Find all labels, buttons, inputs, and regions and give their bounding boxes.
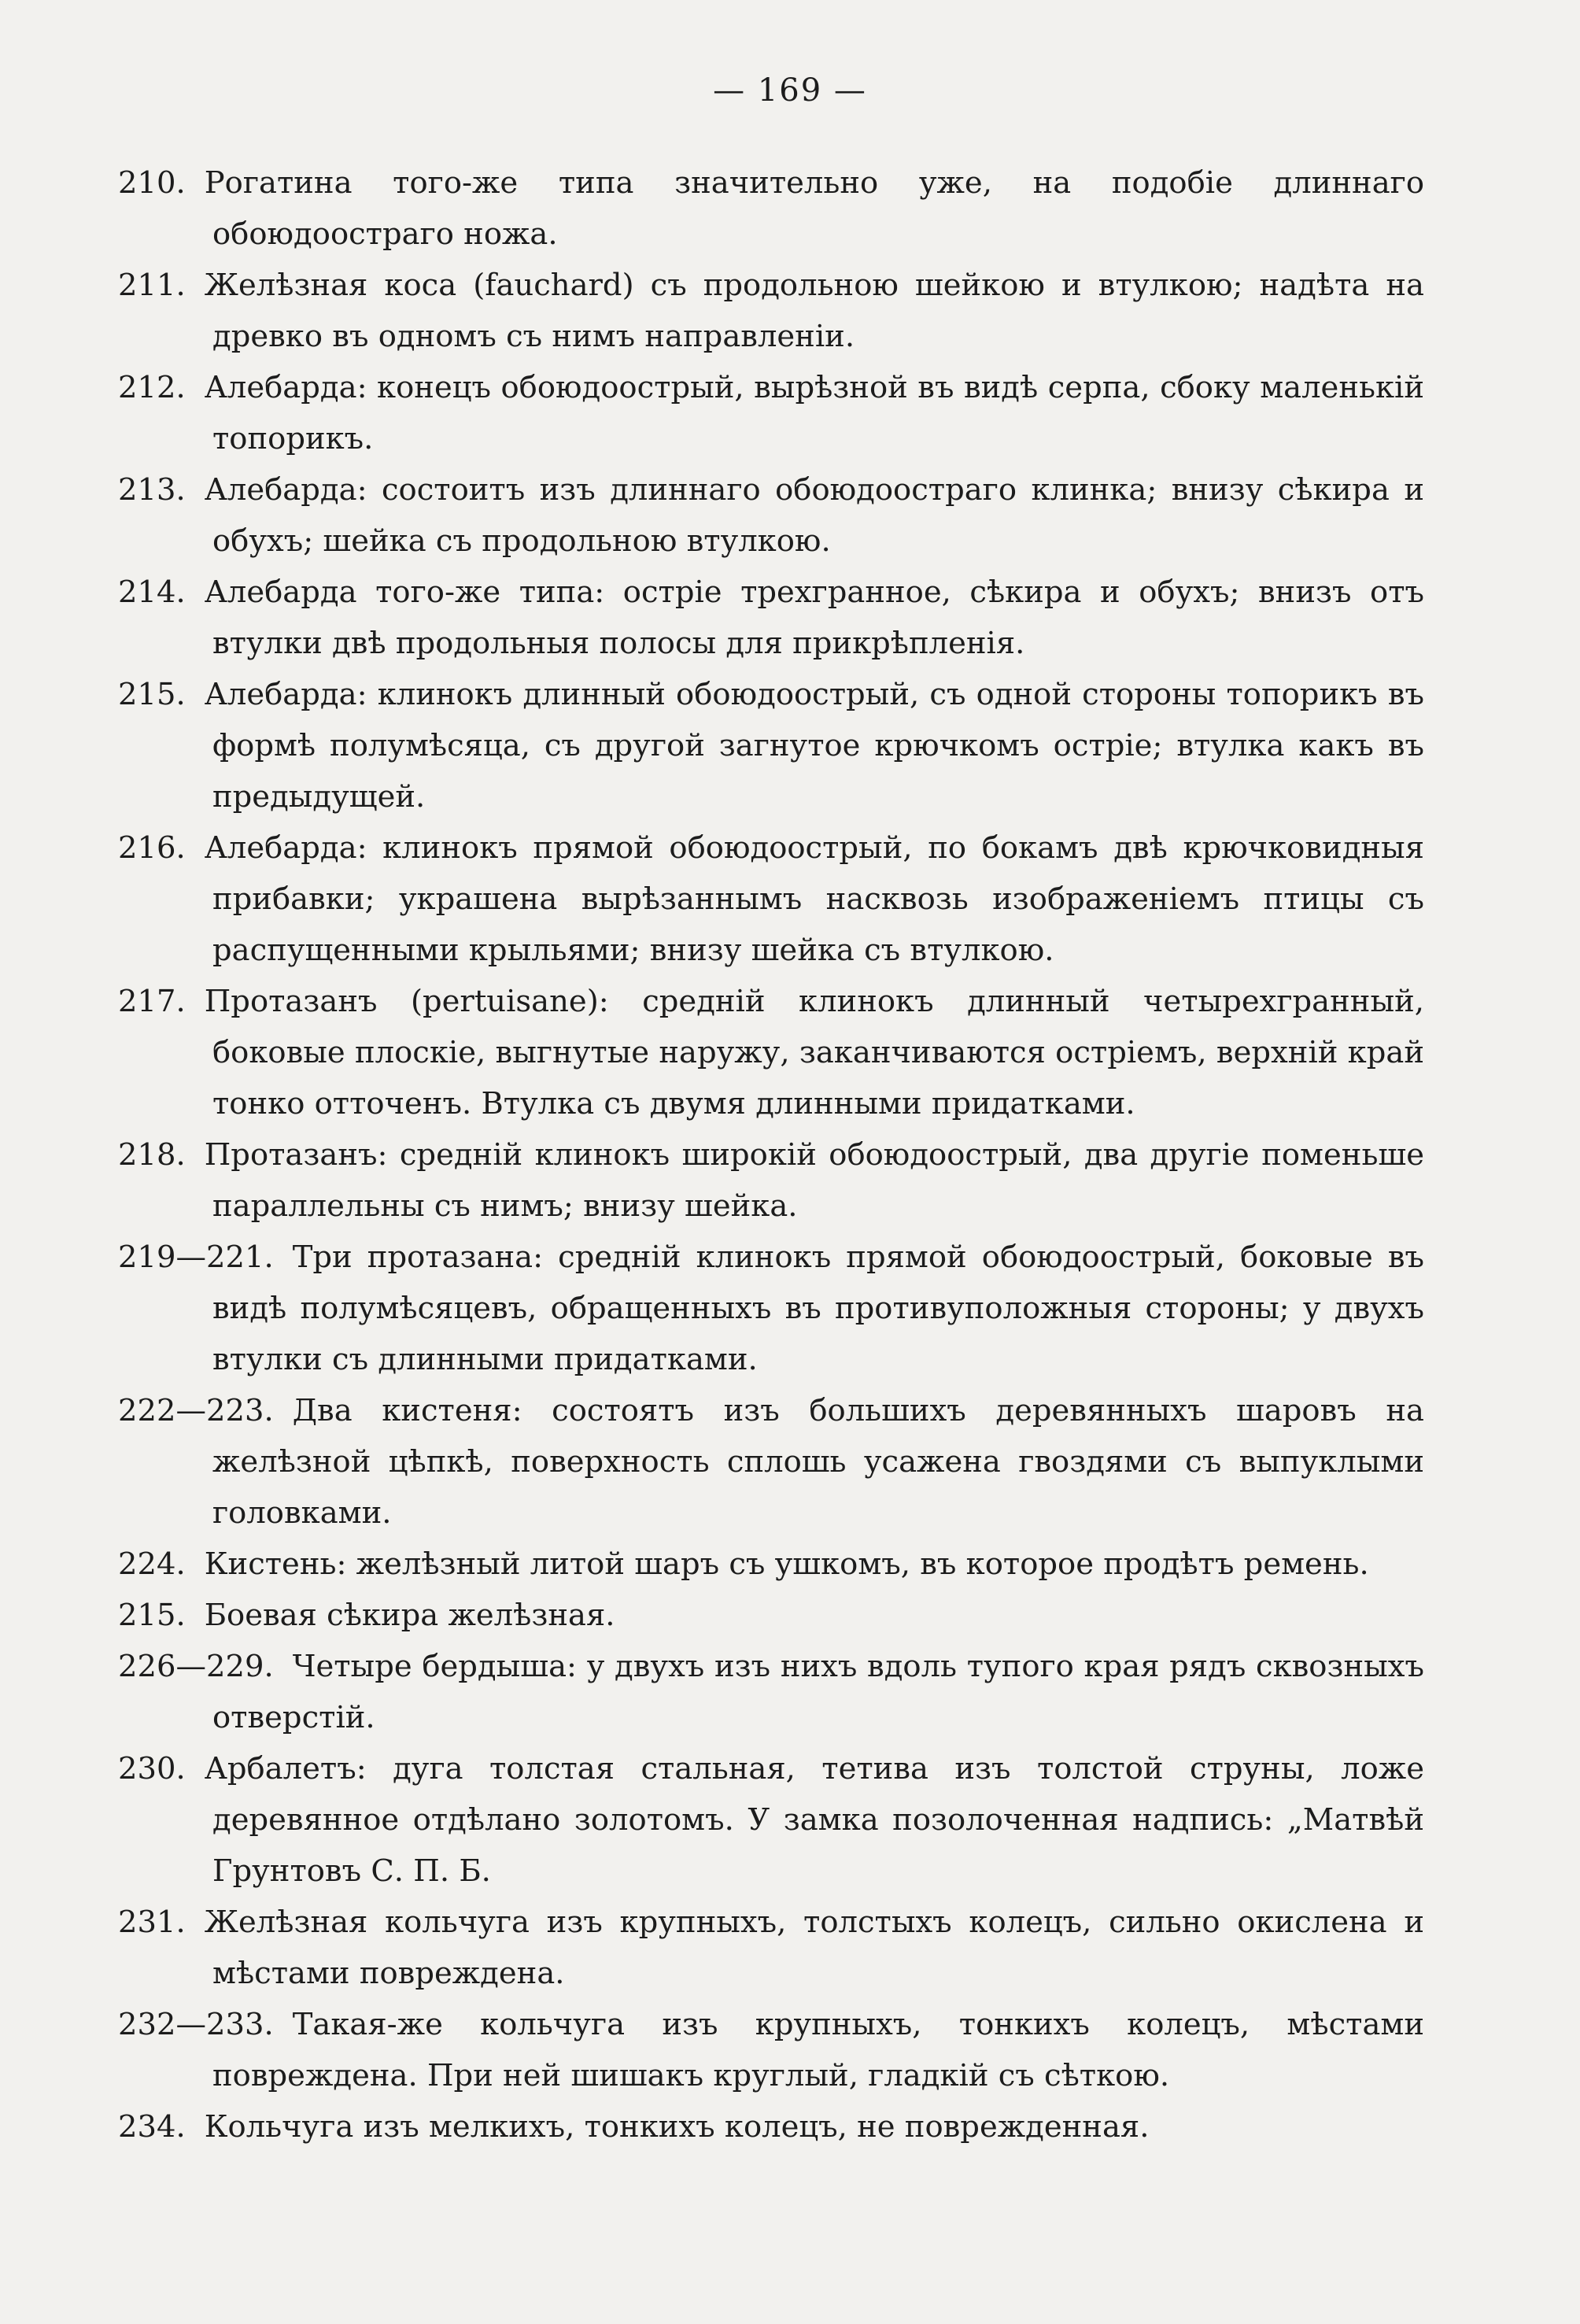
entry-text: Боевая сѣкира желѣзная.	[204, 1598, 615, 1633]
entry-text: Протазанъ: средній клинокъ широкій обоюдоострый, два другіе поменьше параллельны съ нимъ; внизу шейка.	[204, 1137, 1424, 1224]
list-item	[118, 1385, 1424, 1539]
entry-number: 211.	[118, 268, 186, 303]
list-item	[118, 464, 1424, 567]
entry-number: 217.	[118, 984, 186, 1019]
entry-number: 216.	[118, 830, 186, 866]
list-item	[118, 157, 1424, 260]
entry-text: Желѣзная коса (fauchard) съ продольною шейкою и втулкою; надѣта на древко въ одномъ съ нимъ направленіи.	[204, 268, 1424, 354]
list-item	[118, 260, 1424, 362]
entry-number: 218.	[118, 1137, 186, 1173]
entry-number: 232—233.	[118, 2007, 274, 2042]
entry-text: Алебарда: клинокъ прямой обоюдоострый, по бокамъ двѣ крючковидныя прибавки; украшена вырѣзаннымъ насквозь изображеніемъ птицы съ распущенными крыльями; внизу шейка съ втулкою.	[204, 830, 1424, 968]
entry-number: 219—221.	[118, 1240, 274, 1275]
entry-number: 224.	[118, 1546, 186, 1582]
entry-text: Кистень: желѣзный литой шаръ съ ушкомъ, въ которое продѣтъ ремень.	[204, 1546, 1369, 1582]
entry-text: Алебарда того-же типа: остріе трехгранное, сѣкира и обухъ; внизъ отъ втулки двѣ продольныя полосы для прикрѣпленія.	[204, 575, 1424, 661]
entry-number: 212.	[118, 370, 186, 405]
entry-text: Арбалетъ: дуга толстая стальная, тетива изъ толстой струны, ложе деревянное отдѣлано золотомъ. У замка позолоченная надпись: „Матвѣй Грунтовъ С. П. Б.	[204, 1751, 1424, 1889]
list-item	[118, 2101, 1424, 2152]
entry-number: 230.	[118, 1751, 186, 1786]
list-item	[118, 1590, 1424, 1641]
entry-number: 210.	[118, 165, 186, 201]
list-item	[118, 1897, 1424, 1999]
list-item	[118, 1743, 1424, 1897]
entry-number: 215.	[118, 1598, 186, 1633]
entry-number: 222—223.	[118, 1393, 274, 1428]
list-item	[118, 1232, 1424, 1385]
entry-text: Кольчуга изъ мелкихъ, тонкихъ колецъ, не поврежденная.	[204, 2109, 1150, 2145]
list-item	[118, 567, 1424, 669]
list-item	[118, 362, 1424, 464]
entry-text: Два кистеня: состоятъ изъ большихъ деревянныхъ шаровъ на желѣзной цѣпкѣ, поверхность сплошь усажена гвоздями съ выпуклыми головками.	[212, 1393, 1424, 1531]
entry-text: Желѣзная кольчуга изъ крупныхъ, толстыхъ колецъ, сильно окислена и мѣстами повреждена.	[204, 1905, 1424, 1991]
list-item	[118, 1539, 1424, 1590]
entry-text: Три протазана: средній клинокъ прямой обоюдоострый, боковые въ видѣ полумѣсяцевъ, обращенныхъ въ противуположныя стороны; у двухъ втулки съ длинными придатками.	[212, 1240, 1424, 1377]
entry-text: Алебарда: состоитъ изъ длиннаго обоюдоостраго клинка; внизу сѣкира и обухъ; шейка съ продольною втулкою.	[204, 472, 1424, 559]
list-item	[118, 1129, 1424, 1232]
list-item	[118, 1641, 1424, 1743]
entry-text: Рогатина того-же типа значительно уже, на подобіе длиннаго обоюдоостраго ножа.	[204, 165, 1424, 252]
page-number: — 169 —	[713, 72, 867, 109]
entry-number: 234.	[118, 2109, 186, 2145]
entry-text: Протазанъ (pertuisane): средній клинокъ длинный четырехгранный, боковые плоскіе, выгнутые наружу, заканчиваются остріемъ, верхній край тонко отточенъ. Втулка съ двумя длинными придатками.	[204, 984, 1424, 1121]
list-item	[118, 1999, 1424, 2101]
entry-number: 231.	[118, 1905, 186, 1940]
entry-text: Алебарда: конецъ обоюдоострый, вырѣзной въ видѣ серпа, сбоку маленькій топорикъ.	[204, 370, 1424, 456]
entry-text: Алебарда: клинокъ длинный обоюдоострый, съ одной стороны топорикъ въ формѣ полумѣсяца, съ другой загнутое крючкомъ остріе; втулка какъ въ предыдущей.	[204, 677, 1424, 815]
list-item	[118, 822, 1424, 976]
list-item	[118, 976, 1424, 1129]
entry-text: Такая-же кольчуга изъ крупныхъ, тонкихъ колецъ, мѣстами повреждена. При ней шишакъ круглый, гладкій съ сѣткою.	[212, 2007, 1424, 2093]
entry-number: 215.	[118, 677, 186, 712]
entry-number: 213.	[118, 472, 186, 508]
entry-list	[118, 157, 1424, 2152]
entry-number: 214.	[118, 575, 186, 610]
entry-number: 226—229.	[118, 1649, 274, 1684]
list-item	[118, 669, 1424, 822]
entry-text: Четыре бердыша: у двухъ изъ нихъ вдоль тупого края рядъ сквозныхъ отверстій.	[212, 1649, 1424, 1735]
